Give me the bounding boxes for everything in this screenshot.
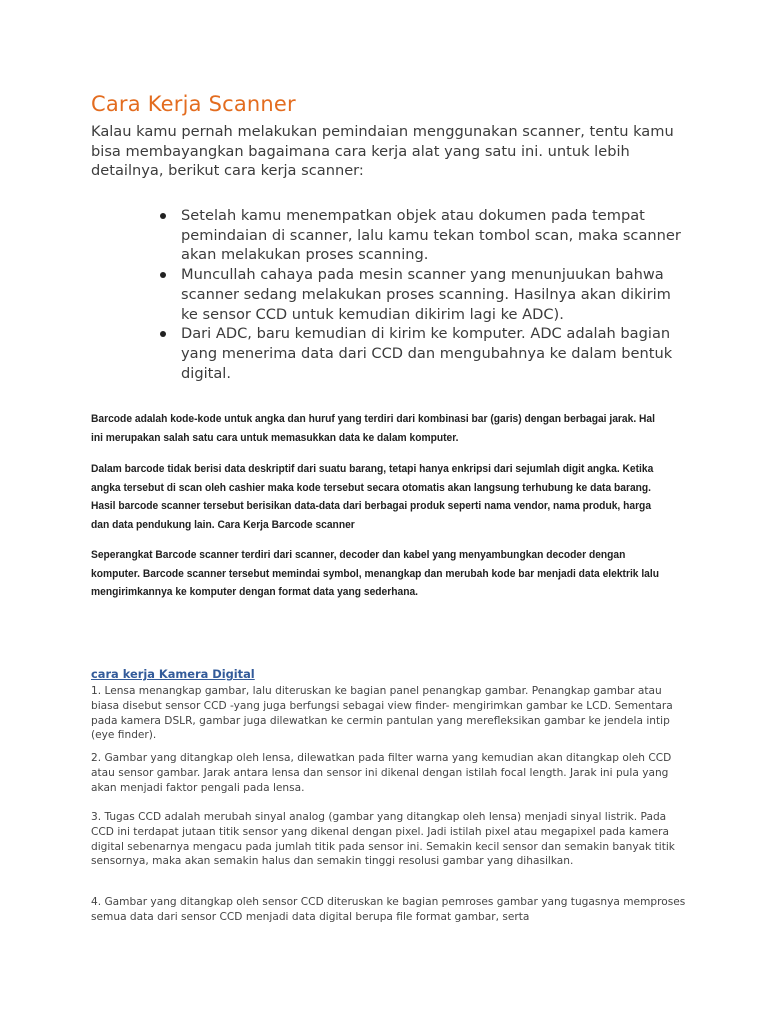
kamera-digital-link[interactable]: cara kerja Kamera Digital	[91, 667, 255, 681]
bullet-dot-icon	[160, 331, 166, 337]
list-item	[181, 265, 681, 324]
bullet-dot-icon	[160, 272, 166, 278]
intro-paragraph: Kalau kamu pernah melakukan pemindaian menggunakan scanner, tentu kamu bisa membayangkan bagaimana cara kerja alat yang satu ini. untuk lebih detailnya, berikut cara kerja scanner:	[91, 123, 674, 180]
list-item-text: Setelah kamu menempatkan objek atau dokumen pada tempat pemindaian di scanner, lalu kamu tekan tombol scan, maka scanner akan melakukan proses scanning.	[181, 207, 681, 264]
kamera-step-paragraph: 3. Tugas CCD adalah merubah sinyal analog (gambar yang ditangkap oleh lensa) menjadi sinyal listrik. Pada CCD ini terdapat jutaan titik sensor yang dikenal dengan pixel. Jadi istilah pixel atau megapixel pada kamera digital sebenarnya mengacu pada jumlah titik pada sensor ini. Semakin kecil sensor dan semakin banyak titik sensornya, maka akan semakin halus dan semakin tinggi resolusi gambar yang dihasilkan.	[91, 811, 675, 868]
kamera-step-paragraph: 1. Lensa menangkap gambar, lalu diteruskan ke bagian panel penangkap gambar. Penangkap gambar atau biasa disebut sensor CCD -yang juga berfungsi sebagai view finder- mengirimkan gambar ke LCD. Sementara pada kamera DSLR, gambar juga dilewatkan ke cermin pantulan yang merefleksikan gambar ke jendela intip (eye finder).	[91, 685, 673, 742]
bullet-dot-icon	[160, 213, 166, 219]
barcode-paragraph: Barcode adalah kode-kode untuk angka dan huruf yang terdiri dari kombinasi bar (garis) dengan berbagai jarak. Hal ini merupakan salah satu cara untuk memasukkan data ke dalam komputer.	[91, 413, 655, 444]
list-item-text: Dari ADC, baru kemudian di kirim ke komputer. ADC adalah bagian yang menerima data dari CCD dan mengubahnya ke dalam bentuk digital.	[181, 325, 673, 382]
list-item	[181, 206, 681, 265]
list-item-text: Muncullah cahaya pada mesin scanner yang menunjuukan bahwa scanner sedang melakukan proses scanning. Hasilnya akan dikirim ke sensor CCD untuk kemudian dikirim lagi ke ADC).	[181, 266, 671, 323]
page-title: Cara Kerja Scanner	[91, 92, 296, 116]
kamera-step-paragraph: 4. Gambar yang ditangkap oleh sensor CCD diteruskan ke bagian pemroses gambar yang tugasnya memproses semua data dari sensor CCD menjadi data digital berupa file format gambar, serta	[91, 896, 686, 923]
kamera-step-paragraph: 2. Gambar yang ditangkap oleh lensa, dilewatkan pada filter warna yang kemudian akan ditangkap oleh CCD atau sensor gambar. Jarak antara lensa dan sensor ini dikenal dengan istilah focal length. Jarak ini pula yang akan menjadi faktor pengali pada lensa.	[91, 752, 672, 794]
barcode-paragraph: Seperangkat Barcode scanner terdiri dari scanner, decoder dan kabel yang menyambungkan decoder dengan komputer. Barcode scanner tersebut memindai symbol, menangkap dan merubah kode bar menjadi data elektrik lalu mengirimkannya ke komputer dengan format data yang sederhana.	[91, 549, 659, 598]
scanner-steps-list	[181, 206, 681, 383]
barcode-paragraph: Dalam barcode tidak berisi data deskriptif dari suatu barang, tetapi hanya enkripsi dari sejumlah digit angka. Ketika angka tersebut di scan oleh cashier maka kode tersebut secara otomatis akan langsung terhubung ke data barang. Hasil barcode scanner tersebut berisikan data-data dari berbagai produk seperti nama vendor, nama produk, harga dan data pendukung lain. Cara Kerja Barcode scanner	[91, 463, 654, 531]
list-item	[181, 324, 681, 383]
